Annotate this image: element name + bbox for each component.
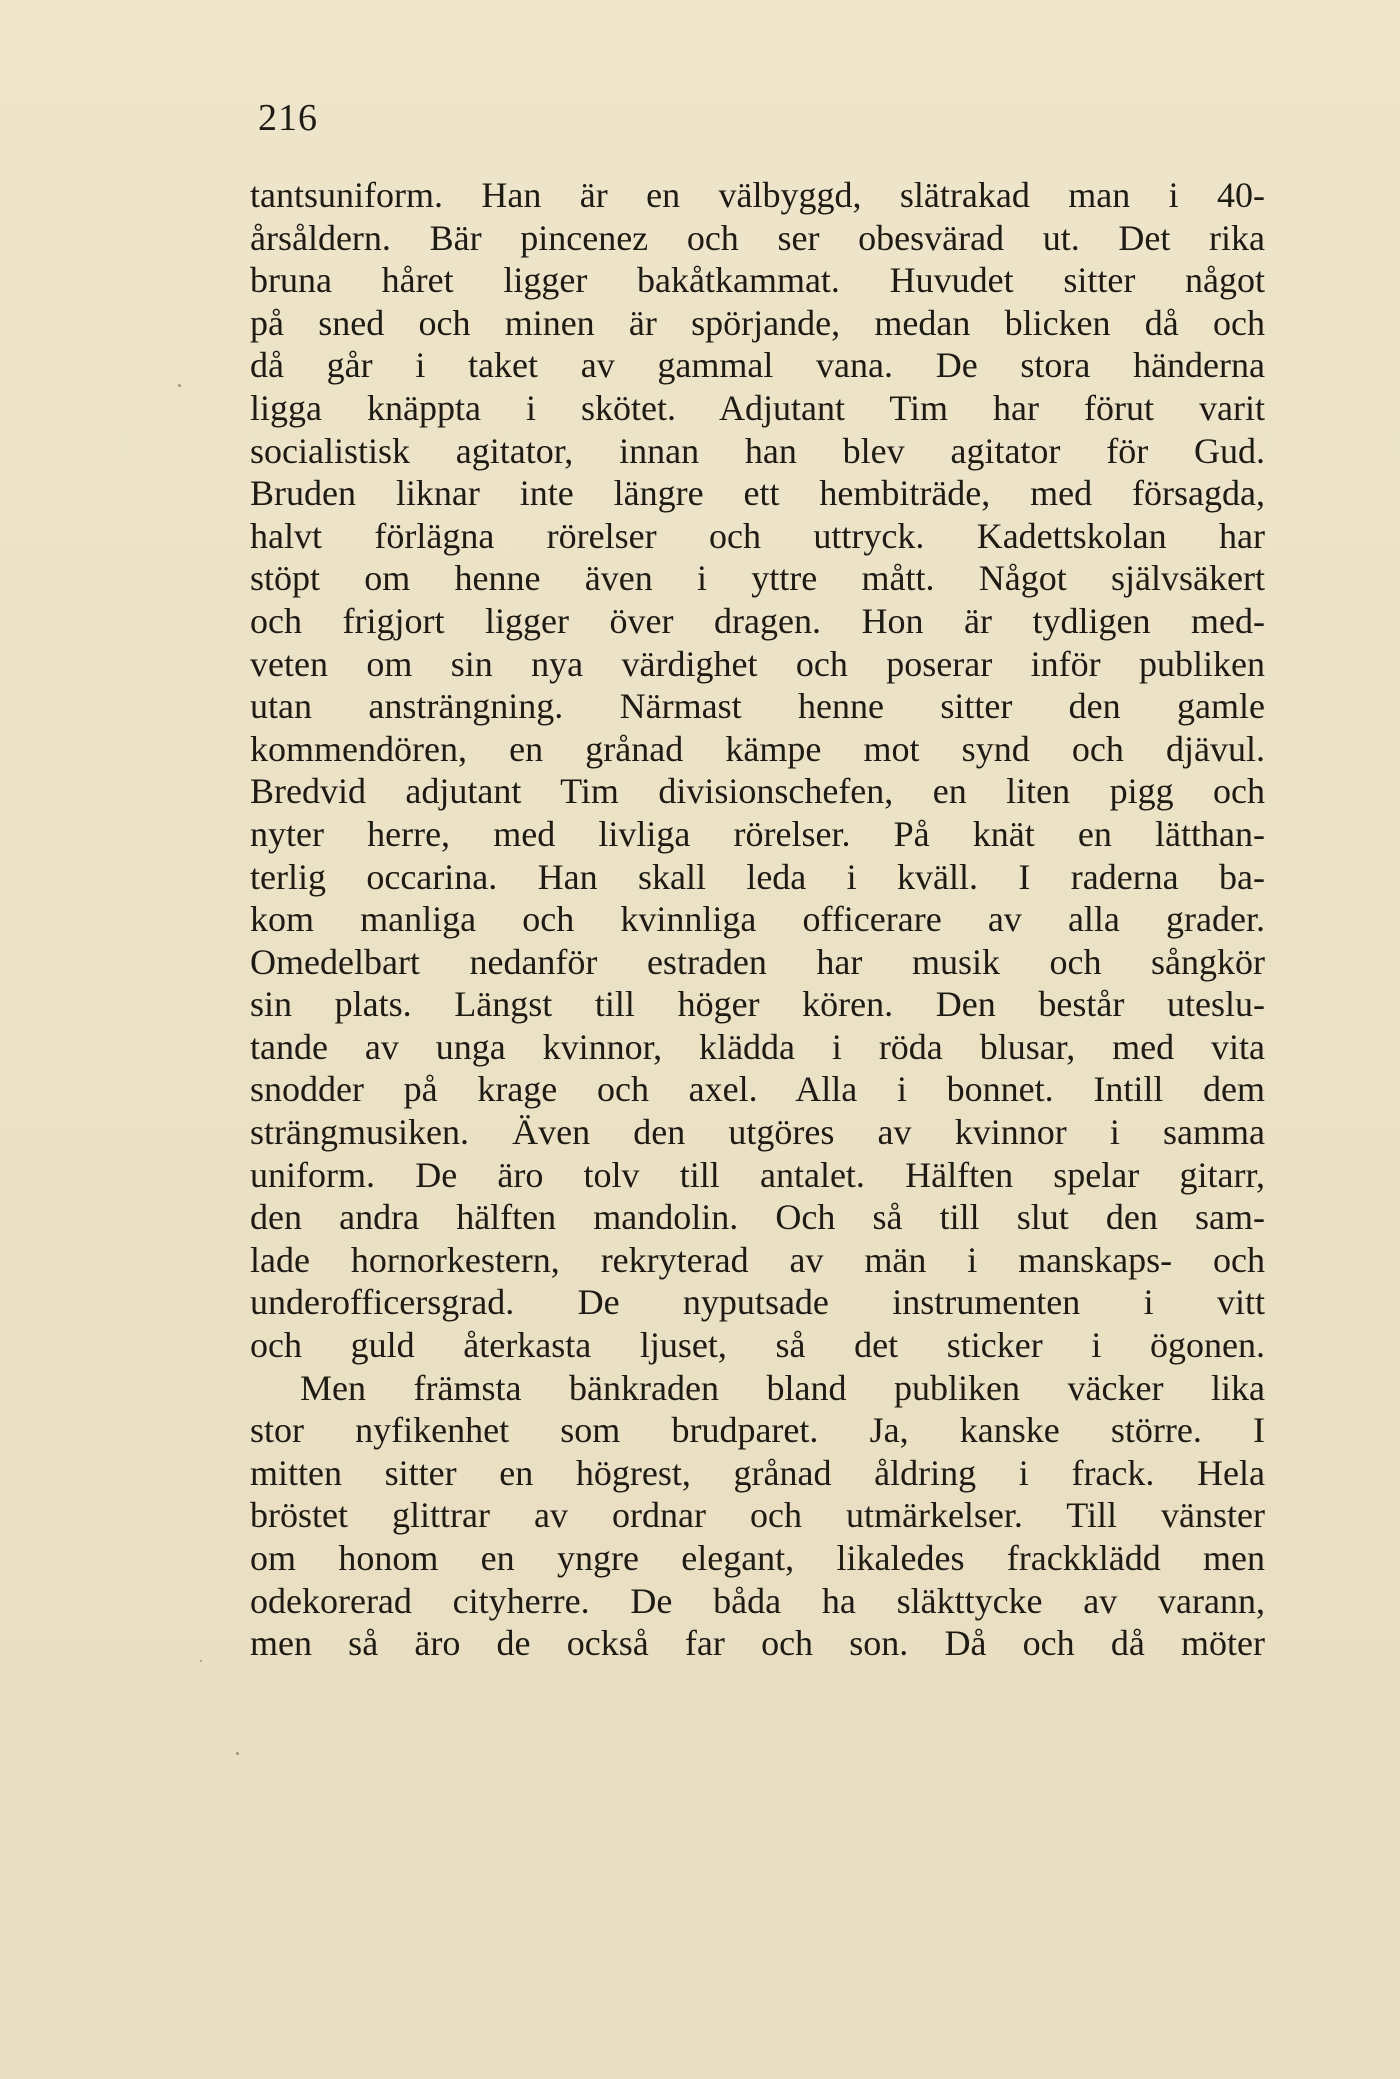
- text-line: strängmusiken. Även den utgöres av kvinnor i samma: [250, 1112, 1265, 1153]
- text-line: utan ansträngning. Närmast henne sitter den gamle: [250, 686, 1265, 727]
- text-line: Omedelbart nedanför estraden har musik och sångkör: [250, 941, 1265, 982]
- text-line: snodder på krage och axel. Alla i bonnet. Intill dem: [250, 1069, 1265, 1110]
- text-line: odekorerad cityherre. De båda ha släkttycke av varann,: [250, 1580, 1265, 1621]
- text-line: men så äro de också far och son. Då och då möter: [250, 1623, 1265, 1664]
- body-text: [250, 174, 1265, 1665]
- text-line: mitten sitter en högrest, grånad åldring i frack. Hela: [250, 1452, 1265, 1493]
- text-line: om honom en yngre elegant, likaledes frackklädd men: [250, 1538, 1265, 1578]
- paper-speck: [178, 384, 181, 387]
- text-line: bröstet glittrar av ordnar och utmärkelser. Till vänster: [250, 1495, 1265, 1536]
- text-line: och frigjort ligger över dragen. Hon är tydligen med-: [250, 600, 1265, 641]
- text-line: och guld återkasta ljuset, så det sticker i ögonen.: [250, 1325, 1265, 1366]
- text-line: stor nyfikenhet som brudparet. Ja, kanske större. I: [250, 1410, 1265, 1451]
- text-line: lade hornorkestern, rekryterad av män i manskaps- och: [250, 1239, 1265, 1280]
- page-number: 216: [258, 97, 318, 139]
- text-line: tantsuniform. Han är en välbyggd, slätrakad man i 40-: [250, 175, 1265, 215]
- text-line: kommendören, en grånad kämpe mot synd och djävul.: [250, 728, 1265, 769]
- text-line: halvt förlägna rörelser och uttryck. Kadettskolan har: [250, 515, 1265, 556]
- text-line: uniform. De äro tolv till antalet. Hälften spelar gitarr,: [250, 1154, 1265, 1195]
- text-line: tande av unga kvinnor, klädda i röda blusar, med vita: [250, 1026, 1265, 1067]
- text-line: terlig occarina. Han skall leda i kväll. I raderna ba-: [250, 856, 1265, 897]
- text-line: årsåldern. Bär pincenez och ser obesvärad ut. Det rika: [250, 217, 1265, 258]
- text-line: veten om sin nya värdighet och poserar inför publiken: [250, 643, 1265, 684]
- text-line: Bredvid adjutant Tim divisionschefen, en liten pigg och: [250, 771, 1265, 812]
- text-line: nyter herre, med livliga rörelser. På knät en lätthan-: [250, 813, 1265, 854]
- text-line: sin plats. Längst till höger kören. Den består uteslu-: [250, 984, 1265, 1025]
- text-line: den andra hälften mandolin. Och så till slut den sam-: [250, 1197, 1265, 1238]
- text-line: Men främsta bänkraden bland publiken väcker lika: [300, 1367, 1265, 1408]
- paper-speck: [236, 1752, 239, 1755]
- text-line: underofficersgrad. De nyputsade instrumenten i vitt: [250, 1282, 1265, 1323]
- text-line: ligga knäppta i skötet. Adjutant Tim har förut varit: [250, 387, 1265, 428]
- text-line: stöpt om henne även i yttre mått. Något självsäkert: [250, 558, 1265, 599]
- text-line: Bruden liknar inte längre ett hembiträde, med försagda,: [250, 473, 1265, 514]
- paper-speck: [200, 1660, 202, 1662]
- text-line: kom manliga och kvinnliga officerare av alla grader.: [250, 899, 1265, 940]
- text-line: bruna håret ligger bakåtkammat. Huvudet sitter något: [250, 260, 1265, 301]
- text-line: socialistisk agitator, innan han blev agitator för Gud.: [250, 430, 1265, 471]
- text-line: då går i taket av gammal vana. De stora händerna: [250, 345, 1265, 386]
- text-line: på sned och minen är spörjande, medan blicken då och: [250, 302, 1265, 343]
